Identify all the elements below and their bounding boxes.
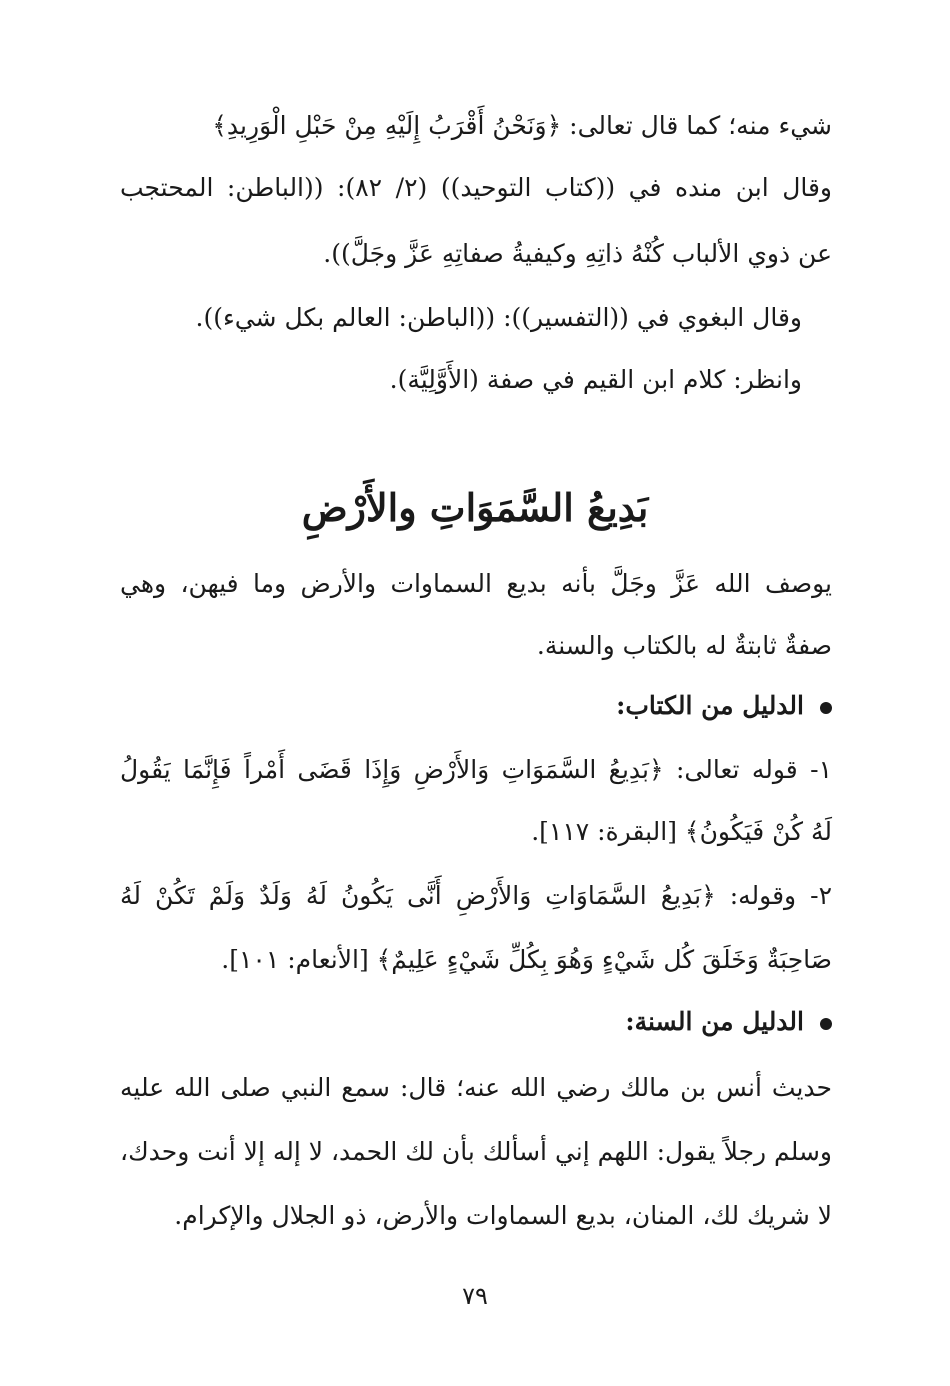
section-heading: بَدِيعُ السَّمَوَاتِ والأَرْضِ xyxy=(301,485,649,530)
bullet-heading-sunnah xyxy=(120,1000,832,1044)
text-line: صفةٌ ثابتةٌ له بالكتاب والسنة. xyxy=(536,631,832,660)
bullet-label: الدليل من الكتاب: xyxy=(616,691,804,720)
text-line: عن ذوي الألباب كُنْهُ ذاتِهِ وكيفيةُ صفاتِهِ عَزَّ وجَلَّ)). xyxy=(323,239,832,268)
text-line: ١- قوله تعالى: ﴿بَدِيعُ السَّمَوَاتِ وَالأَرْضِ وَإِذَا قَضَى أَمْراً فَإِنَّمَا يَقُولُ xyxy=(120,755,832,784)
text-line: شيء منه؛ كما قال تعالى: ﴿وَنَحْنُ أَقْرَبُ إِلَيْهِ مِنْ حَبْلِ الْوَرِيدِ﴾ xyxy=(212,111,832,140)
bullet-icon xyxy=(820,1018,832,1030)
bullet-heading-book xyxy=(120,684,832,728)
bullet-icon xyxy=(820,702,832,714)
text-line: وانظر: كلام ابن القيم في صفة (الأَوَّلِيَّة). xyxy=(389,365,802,394)
text-line: لَهُ كُنْ فَيَكُونُ﴾ [البقرة: ١١٧]. xyxy=(531,817,832,846)
text-line: ٢- وقوله: ﴿بَدِيعُ السَّمَاوَاتِ وَالأَرْضِ أَنَّى يَكُونُ لَهُ وَلَدٌ وَلَمْ تَكُنْ لَهُ xyxy=(120,881,832,910)
text-line: يوصف الله عَزَّ وجَلَّ بأنه بديع السماوات والأرض وما فيهن، وهي xyxy=(120,569,832,598)
bullet-label: الدليل من السنة: xyxy=(625,1007,804,1036)
text-line: لا شريك لك، المنان، بديع السماوات والأرض، ذو الجلال والإكرام. xyxy=(174,1201,832,1230)
page-number: ٧٩ xyxy=(462,1282,488,1310)
text-line: وقال ابن منده في ((كتاب التوحيد)) (٢/ ٨٢): ((الباطن: المحتجب xyxy=(120,173,833,202)
text-line: وقال البغوي في ((التفسير)): ((الباطن: العالم بكل شيء)). xyxy=(195,303,802,332)
text-line: وسلم رجلاً يقول: اللهم إني أسألك بأن لك الحمد، لا إله إلا أنت وحدك، xyxy=(120,1137,832,1166)
text-line: حديث أنس بن مالك رضي الله عنه؛ قال: سمع النبي صلى الله عليه xyxy=(120,1073,832,1102)
text-line: صَاحِبَةٌ وَخَلَقَ كُل شَيْءٍ وَهُوَ بِكُلِّ شَيْءٍ عَلِيمٌ﴾ [الأنعام: ١٠١]. xyxy=(221,945,832,974)
